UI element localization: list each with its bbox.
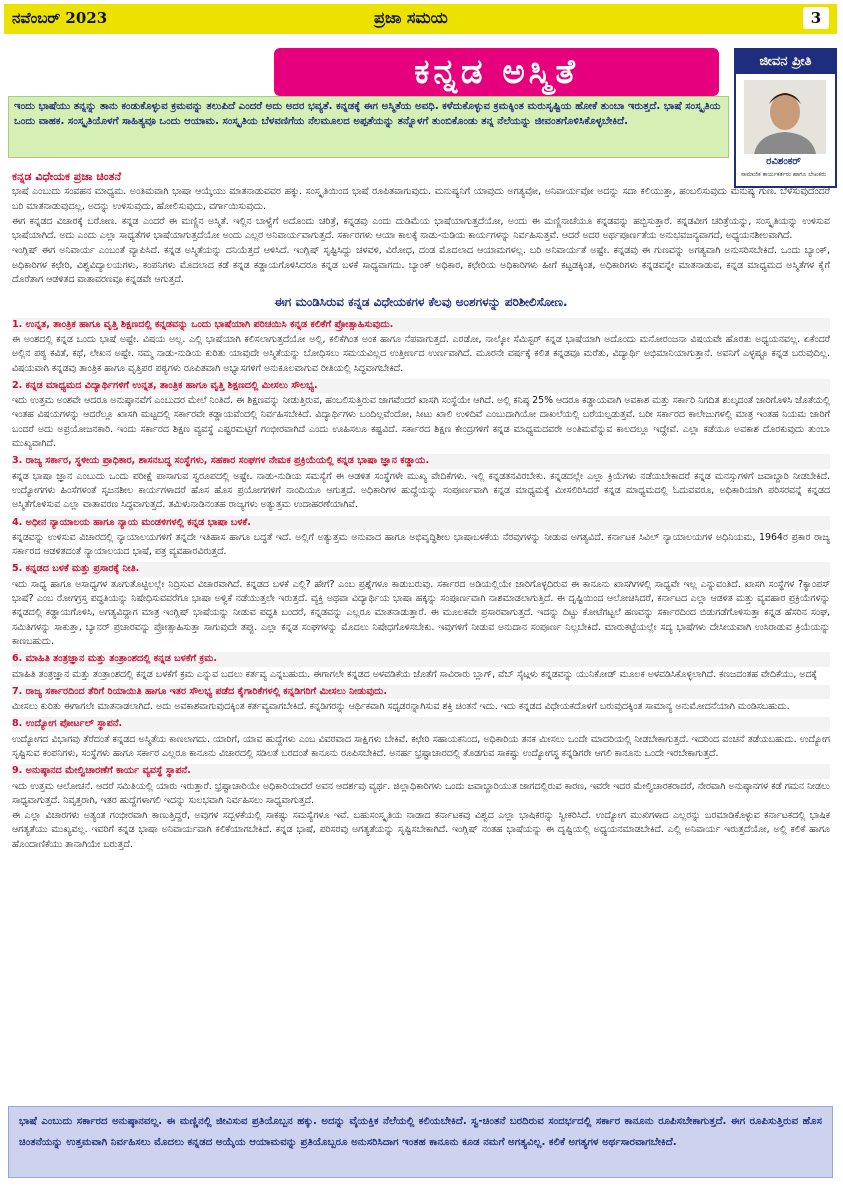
- top-bar: [4, 4, 837, 34]
- profile-header: ಜೀವನ ಪ್ರೀತಿ: [736, 50, 835, 74]
- point-title-6: 6. ಮಾಹಿತಿ ತಂತ್ರಜ್ಞಾನ ಮತ್ತು ತಂತ್ರಾಂಶದಲ್ಲಿ ಕನ್ನಡ ಬಳಕೆಗೆ ಕ್ರಮ.: [12, 652, 830, 666]
- intro-box: ಇಂದು ಭಾಷೆಯು ತನ್ನನ್ನು ತಾನು ಕಂಡುಕೊಳ್ಳುವ ಕ್ರಮವನ್ನು ತಲುಪಿದೆ ಎಂದರೆ ಅದು ಅದರ ಭವ್ಯತೆ. ಕನ್ನಡಕ್ಕೆ ಈಗ ಅಸ್ಮಿತೆಯ ಅವಧಿ. ಕಳೆದುಕೊಳ್ಳುವ ಕ್ರಮಕ್ಕಿಂತ ಮರುಸೃಷ್ಟಿಯ ಹೋಕೆ ತುಂಬಾ ಇರುತ್ತದೆ. ಭಾಷೆ ಸಂಸ್ಕೃತಿಯ ಒಂದು ವಾಹಕ. ಸಂಸ್ಕೃತಿಯೊಳಗೆ ಸಾಹಿತ್ಯವೂ ಒಂದು ಆಯಾಮ. ಸಂಸ್ಕೃತಿಯ ಬೆಳವಣಿಗೆಯ ನೆಲಮೂಲದ ಅಪ್ಪತೆಯನ್ನು ತನ್ನೊಳಗೆ ತುಂಬಿಕೊಂಡು ತನ್ನ ನೆಲೆಯನ್ನು ಜೀವಂತಗೊಳಿಸಿಕೊಳ್ಳಬೇಕಿದೆ.: [8, 96, 729, 158]
- point-text-9: ಇದು ಉತ್ತಮ ಆಲೋಚನೆ. ಆದರೆ ಸಮಿತಿಯಲ್ಲಿ ಯಾರು ಇರುತ್ತಾರೆ. ಭ್ರಷ್ಟಾಚಾರಿಯೇ ಅಧಿಕಾರಿಯಾದರೆ ಅವನ ಆದರ್ಶವು ವ್ಯರ್ಥ. ಜಿಲ್ಲಾಧಿಕಾರಿಗಳು ಒಂದು ಜವಾಬ್ದಾರಿಯುತ ಜಾಗದಲ್ಲಿರುವ ಕಾರಣ, ಇವರೇ ಇದರ ಮೇಲ್ವಿಚಾರಕರಾದರೆ, ನೇರವಾಗಿ ಅನುಷ್ಠಾನಗಳ ಕಡೆ ಗಮನ ನೀಡಲು ಸಾಧ್ಯವಾಗುತ್ತದೆ. ನಿವೃತ್ತರಾಗಿ, ಇತರ ಹುದ್ದೆಗಳಾಗಲಿ ಇದನ್ನು ಸುಲಭವಾಗಿ ನಿರ್ವಹಿಸಲು ಸಾಧ್ಯವಾಗುತ್ತದೆ.: [12, 780, 830, 806]
- point-title-1: 1. ಉನ್ನತ, ತಾಂತ್ರಿಕ ಹಾಗೂ ವೃತ್ತಿ ಶಿಕ್ಷಣದಲ್ಲಿ ಕನ್ನಡವನ್ನು ಒಂದು ಭಾಷೆಯಾಗಿ ಪರಿಚಯಿಸಿ ಕನ್ನಡ ಕಲಿಕೆಗೆ ಪ್ರೋತ್ಸಾಹಿಸುವುದು.: [12, 318, 830, 332]
- point-title-8: 8. ಉದ್ಯೋಗ ಪೋರ್ಟಲ್ ಸ್ಥಾಪನೆ.: [12, 717, 830, 731]
- point-text-3: ಕನ್ನಡ ಭಾಷಾ ಜ್ಞಾನ ಎಂಬುದು ಒಂದು ಪರೀಕ್ಷೆ ಪಾಸಾಗುವ ಸ್ವರೂಪದಲ್ಲಿ ಅಷ್ಟೇ. ನಾಡು-ನುಡಿಯ ಸಮಸ್ಯೆಗೆ ಈ ಆಡಳಿತ ಸಂಸ್ಥೆಗಳೇ ಮುಖ್ಯ ವೇದಿಕೆಗಳು. ಇಲ್ಲಿ ಕನ್ನಡತನವಿರಬೇಕು. ಕನ್ನಡದಲ್ಲೇ ಎಲ್ಲಾ ಕ್ರಿಯೆಗಳು ನಡೆಯಬೇಕಾದರೆ ಕನ್ನಡ ಮನಸ್ಸುಗಳಿಗೆ ಜವಾಬ್ದಾರಿ ನೀಡಬೇಕಿದೆ. ಉದ್ಯೋಗಗಳು ಹಿಂಸೆಗಳಂತೆ ಸೃಜನಶೀಲ ಕಾರ್ಯಗಳಾದರೆ ಹೊಸ ಹೊಸ ಪ್ರಯೋಗಗಳಿಗೆ ನಾಂದಿಯೂ ಆಗುತ್ತದೆ. ಅಧಿಕಾರಿಗಳ ಹುದ್ದೆಯನ್ನು ಸಂಪೂರ್ಣವಾಗಿ ಕನ್ನಡ ಮಾಧ್ಯಮಕ್ಕೆ ಮೀಸಲಿರಿಸಿದರೆ ಕನ್ನಡ ಮಾಧ್ಯಮದಲ್ಲಿ ಓದುವವರೂ, ಅಧಿಕಾರಿಯಾಗಿ ಪರಿಸರವನ್ನೆ ಕನ್ನಡದ ಅಸ್ಮಿತೆಗೊಳಿಸುವ ಎಲ್ಲಾ ವಾತಾವರಣ ಸಿದ್ಧವಾಗುತ್ತದೆ. ತಮಿಳುನಾಡಿನಂತಹ ರಾಜ್ಯಗಳು ಅತ್ಯುತ್ತಮ ಉದಾಹರಣೆಯಾಗಿವೆ.: [12, 470, 830, 511]
- point-text-1: ಈ ಅಂಶದಲ್ಲಿ ಕನ್ನಡ ಒಂದು ಭಾಷೆ ಅಷ್ಟೇ. ವಿಷಯ ಅಲ್ಲ. ಎಲ್ಲಿ ಭಾಷೆಯಾಗಿ ಕಲಿಸಲಾಗುತ್ತದೆಯೋ ಅಲ್ಲಿ, ಕಲಿಕೆಗಿಂತ ಅಂಕ ಹಾಗೂ ನೆಪವಾಗುತ್ತದೆ. ಎರಡೋ, ನಾಲ್ಕೋ ಸೆಮಿಸ್ಟರ್ ಕನ್ನಡ ಭಾಷೆಯಾಗಿ ಅದೊಂದು ಮನೋರಂಜನಾ ವಿಷಯವೇ ಹೊರತು ಅಧ್ಯಯನವಲ್ಲ. ಏಕೆಂದರೆ ಅಲ್ಲಿನ ಪಠ್ಯ ಕವಿತೆ, ಕಥೆ, ಲೇಖನ ಅಷ್ಟೇ. ನಮ್ಮ ನಾಡು-ನುಡಿಯ ಕುರಿತು ಯಾವುದೇ ಅಸ್ಮಿತೆಯನ್ನು ಬೋಧಿಸಲು ಸಮಯವಿಲ್ಲದ ಉತ್ತೀರ್ಣದ ಉರ್ಣವಾಗಿದೆ. ಮೂರನೇ ವರ್ಷಕ್ಕೆ ಕಲಿತ ಕನ್ನಡವೂ ಮರೆತು, ವಿದ್ಯಾರ್ಥಿ ಅಭಿಮಾನಿಯಾಗುತ್ತಾನೆ. ಅವನಿಗೆ ಎಳ್ಳಷ್ಟೂ ಕನ್ನಡ ಬರುವುದಿಲ್ಲ. ವಿಷಯವಾಗಿ ಕನ್ನಡವು ತಾಂತ್ರಿಕ ಹಾಗೂ ವೃತ್ತಿಪರ ಪಠ್ಯಗಳು ರೂಪಿತವಾಗಿ ಅಭ್ಯಾಸಗಳಿಗೆ ಅನುಕೂಲವಾಗುವ ರೀತಿಯಲ್ಲಿ ಸಿದ್ಧವಾಗಬೇಕಿದೆ.: [12, 333, 830, 374]
- point-title-9: 9. ಅನುಷ್ಠಾನದ ಮೇಲ್ವಿಚಾರಣೆಗೆ ಕಾರ್ಯ ವ್ಯವಸ್ಥೆ ಸ್ಥಾಪನೆ.: [12, 764, 830, 778]
- point-title-2: 2. ಕನ್ನಡ ಮಾಧ್ಯಮದ ವಿದ್ಯಾರ್ಥಿಗಳಿಗೆ ಉನ್ನತ, ತಾಂತ್ರಿಕ ಹಾಗೂ ವೃತ್ತಿ ಶಿಕ್ಷಣದಲ್ಲಿ ಮೀಸಲು ಸೌಲಭ್ಯ.: [12, 379, 830, 393]
- article-title: ಕನ್ನಡ ಅಸ್ಮಿತೆ: [274, 48, 719, 96]
- paragraph: ಈಗ ಕನ್ನಡದ ವಿಚಾರಕ್ಕೆ ಬರೋಣ. ಕನ್ನಡ ಎಂದರೆ ಈ ಮಣ್ಣಿನ ಅಸ್ಮಿತೆ. ಇಲ್ಲಿನ ಬಾಳ್ವೆಗೆ ಅದೊಂದು ಚರಿತ್ರೆ, ಕನ್ನಡವು ಎಂದು ದುಡಿಮೆಯ ಭಾಷೆಯಾಗುತ್ತದೆಯೋ, ಅಂದು ಈ ಮಣ್ಣಿನಾಚೆಯೂ ಕನ್ನಡವನ್ನು ಹಬ್ಬಿಸುತ್ತಾರೆ. ಕನ್ನಡವೀಗ ಚರಿತ್ರೆಯನ್ನು, ಸಂಸ್ಕೃತಿಯನ್ನು ಉಳಿಸುವ ಭಾಷೆಯಾಗಿದೆ. ಅದು ಎಂದು ಎಲ್ಲಾ ಸಾಧ್ಯತೆಗಳ ಭಾಷೆಯಾಗುತ್ತದೆಯೋ ಅಂದು ಎಲ್ಲರ ಅನಿವಾರ್ಯವಾಗುತ್ತದೆ. ಸರ್ಕಾರಗಳು ಆಯಾ ಕಾಲಕ್ಕೆ ನಾಡು-ನುಡಿಯ ಕಾರ್ಯಗಳನ್ನು ನಿರ್ವಹಿಸುತ್ತವೆ. ಆದರೆ ಅದರ ಅರ್ಥಪೂರ್ಣತೆಯ ಅನುಭವಜನ್ಯವಾಗದೆ, ಅಧ್ಯಯನಶೀಲವಾಗಿದೆ.: [12, 215, 830, 242]
- author-photo: [744, 80, 826, 154]
- footer-box: ಭಾಷೆ ಎಂಬುದು ಸರ್ಕಾರದ ಅನುಷ್ಠಾನವಲ್ಲ. ಈ ಮಣ್ಣಿನಲ್ಲಿ ಜೀವಿಸುವ ಪ್ರತಿಯೊಬ್ಬನ ಹಕ್ಕು. ಅದನ್ನು ವೈಯಕ್ತಿಕ ನೆಲೆಯಲ್ಲಿ ಕಲಿಯಬೇಕಿದೆ. ಸ್ವ-ಚಿಂತನೆ ಬರದಿರುವ ಸಂದರ್ಭದಲ್ಲಿ ಸರ್ಕಾರ ಕಾನೂನು ರೂಪಿಸಬೇಕಾಗುತ್ತದೆ. ಈಗ ರೂಪಿಸುತ್ತಿರುವ ಹೊಸ ಚಿಂತನೆಯನ್ನು ಉತ್ತಮವಾಗಿ ನಿರ್ವಹಿಸಲು ಮೊದಲು ಕನ್ನಡದ ಅಯ್ಕೆಯ ಆಯಾಮವನ್ನು ಪ್ರತಿಯೊಬ್ಬರೂ ಅನುಸರಿಸಿದಾಗ ಇಂತಹ ಕಾನೂನು ಕೂಡ ನಮಗೆ ಅಗತ್ಯವಿಲ್ಲ. ಕಲಿಕೆ ಅಗತ್ಯಗಳ ಅರ್ಥಸಾರವಾಗಬೇಕಿದೆ.: [8, 1106, 833, 1178]
- page-number: 3: [803, 7, 829, 29]
- point-title-4: 4. ಅಧೀನ ನ್ಯಾಯಾಲಯ ಹಾಗೂ ನ್ಯಾಯ ಮಂಡಳಿಗಳಲ್ಲಿ ಕನ್ನಡ ಭಾಷಾ ಬಳಕೆ.: [12, 516, 830, 530]
- author-name: ರವಿಶಂಕರ್: [766, 156, 801, 167]
- closing-paragraph: ಈ ಎಲ್ಲಾ ವಿಚಾರಗಳು ಅತ್ಯಂತ ಗಂಭೀರವಾಗಿ ಕಾಣುತ್ತಿದ್ದರೆ, ಅವುಗಳ ಸದ್ಬಳಕೆಯಲ್ಲಿ ಸಾಕಷ್ಟು ಸಮಸ್ಯೆಗಳೂ ಇವೆ. ಬಹುಸಂಸ್ಕೃತಿಯ ನಾಡಾದ ಕರ್ನಾಟಕವು ವಿಶ್ವದ ಎಲ್ಲಾ ಭಾಷಿಕರನ್ನು ಸ್ವೀಕರಿಸಿದೆ. ಉದ್ಯೋಗ ಮುಖಿಗಳಾದ ಎಲ್ಲರನ್ನು ಬರಮಾಡಿಕೊಳ್ಳುವ ಕರ್ನಾಟಕದಲ್ಲಿ ಭಾಷಿಕ ಆಗತ್ಯತೆಯು ಮುಖ್ಯವಲ್ಲ. ಇವರಿಗೆ ಕನ್ನಡ ಭಾಷಾ ಅನಿವಾರ್ಯವಾಗಿ ಕಲಿಕೆಯಾಗಬೇಕಿದೆ. ಕನ್ನಡ ಭಾಷೆ, ಪರಿಸರವು ಅಗತ್ಯತೆಯನ್ನು ಸೃಷ್ಟಿಸಬೇಕಾಗಿದೆ. ಇಂಗ್ಲಿಷ್ ನಂತಹ ಭಾಷೆಯನ್ನು ಈ ದೃಷ್ಟಿಯಲ್ಲಿ ಅಧ್ಯಯನಮಾಡಬೇಕಿದೆ. ಎಲ್ಲಿ ಅನಿವಾರ್ಯ ಇರುತ್ತದೆಯೋ, ಅಲ್ಲಿ ಕಲಿಕೆ ಹಾಗೂ ಹೊಂದಾಣಿಕೆಯು ತಾನಾಗಿಯೇ ಬರುತ್ತದೆ.: [12, 810, 830, 850]
- newspaper-page: [4, 4, 837, 1186]
- author-portrait-icon: [744, 80, 826, 154]
- point-text-8: ಉದ್ಯೋಗದ ವಿಭಾಗವು ತೆರೆದಂತೆ ಕನ್ನಡದ ಅಸ್ಮಿತೆಯ ಕಾಣಲಾಗದು. ಯಾರಿಗೆ, ಯಾವ ಹುದ್ದೆಗಳು ಎಂಬ ವಿವರವಾದ ಸಾಕ್ಷಿಗಳು ಬೇಕಿವೆ. ಕಛೇರಿ ಸಹಾಯಕನಿಂದ, ಅಧಿಕಾರಿಯ ತನಕ ಮೀಸಲು ಒಂದೇ ಮಾದರಿಯಲ್ಲಿ ನೀಡಬೇಕಾಗುತ್ತದೆ. ಇದರಿಂದ ವಂಚನೆ ತಡೆಯಬಹುದು. ಉದ್ಯೋಗ ಸೃಷ್ಟಿಸುವ ಕಂಪನಿಗಳು, ಸಂಸ್ಥೆಗಳು ಹಾಗೂ ಸರ್ಕಾರ ಎಲ್ಲರೂ ಕಾನೂನು ವಿಚಾರದಲ್ಲಿ ಸಡಿಲತೆ ಬರದಂತೆ ಕಾನೂನು ರೂಪಿಸಬೇಕಿದೆ. ಅನರ್ಹ ಭ್ರಷ್ಟಾಚಾರದಲ್ಲಿ ತೊಡಗುವ ಸಾಕಷ್ಟು ಉದ್ಯೋಗಸ್ಥ ಕನ್ನಡಿಗರೇ ಆಗಲಿ ಕಾನೂನು ಒಂದೇ ಇರಬೇಕಾಗುತ್ತದೆ.: [12, 733, 830, 759]
- section-title: ಕನ್ನಡ ವಿಧೇಯಕ ಪ್ರಜಾ ಚಿಂತನೆ: [12, 170, 122, 183]
- point-title-3: 3. ರಾಜ್ಯ ಸರ್ಕಾರ, ಸ್ಥಳೀಯ ಪ್ರಾಧಿಕಾರ, ಶಾಸನಬದ್ಧ ಸಂಸ್ಥೆಗಳು, ಸಹಕಾರ ಸಂಘಗಳ ನೇಮಕ ಪ್ರಕ್ರಿಯೆಯಲ್ಲಿ ಕನ್ನಡ ಭಾಷಾ ಜ್ಞಾನ ಕಡ್ಡಾಯ.: [12, 454, 830, 468]
- article-body: [12, 170, 830, 853]
- point-text-5: ಇದು ಸಾಧ್ಯ ಹಾಗೂ ಅಸಾಧ್ಯಗಳ ತೂಗುತೊಟ್ಟಿಲಲ್ಲೇ ನಿದ್ರಿಸುವ ವಿಚಾರವಾಗಿದೆ. ಕನ್ನಡದ ಬಳಕೆ ಎಲ್ಲಿ? ಹೇಗೆ? ಎಂಬ ಪ್ರಶ್ನೆಗಳೂ ಕಾಡುಬರುವು. ಸರ್ಕಾರದ ಅಡಿಯಲ್ಲಿಯೇ ಜಾರಿಗೊಳ್ಳದಿರುವ ಈ ಕಾನೂನು ಖಾಸಗಿಗಳಲ್ಲಿ ಸಾಧ್ಯವೇ ಇಲ್ಲ ಎನ್ನುವಂತಿದೆ. ಖಾಸಗಿ ಸಂಸ್ಥೆಗಳ ?ಕ್ಯಾಂಪಸ್ ಭಾಷೆ? ಎಂಬ ರೋಗಗ್ರಸ್ತ ಪದ್ಧತಿಯನ್ನು ನಿಷೇಧಿಸುವವರೆಗೂ ಭಾಷಾ ಅಳ್ವಿಕೆ ನಡೆಯುತ್ತಲೇ ಇರುತ್ತದೆ. ವ್ಯಕ್ತಿ ಅಥವಾ ವಿದ್ಯಾರ್ಥಿಯ ಭಾಷಾ ಹಕ್ಕನ್ನು ಸಂಪೂರ್ಣವಾಗಿ ನಾಶಮಾಡಲಾಗುತ್ತಿದೆ. ಈ ದೃಷ್ಟಿಯಿಂದ ಆಲೋಚಿಸಿದರೆ, ಕರ್ನಾಟದ ಎಲ್ಲಾ ಆಡಳಿತ ಮತ್ತು ವ್ಯವಹಾರ ಪ್ರಕ್ರಿಯೆಗಳನ್ನು ಕನ್ನಡದಲ್ಲಿ ಕಡ್ಡಾಯಗೊಳಿಸಿ, ಅಗತ್ಯವಿದ್ದಾಗ ಮಾತ್ರ ಇಂಗ್ಲಿಷ್ ಭಾಷೆಯನ್ನು ನೀಡುವ ಪದ್ಧತಿ ಬಂದರೆ, ಕನ್ನಡವನ್ನು ಎಲ್ಲರೂ ಮಾತನಾಡುತ್ತಾರೆ. ಈ ಮೂಲಕವೇ ಪ್ರಸಾರವಾಗುತ್ತದೆ. ಇದನ್ನು ದಿಟ್ಟು ಕೋಟೆಗಟ್ಟಲೆ ಹಣವನ್ನು ಸರ್ಕಾರದಿಂದ ಬಿಡುಗಡೆಗೊಳಿಸುತ್ತಾ ಕನ್ನಡ ಹೆಸರಿನ ಸಂಘ, ಸಮಿತಿಗಳನ್ನು ಸಾಕುತ್ತಾ, ಬ್ಯಾನರ್ ಪ್ರಚಾರವನ್ನು ಪ್ರೋತ್ಸಾಹಿಸುತ್ತಾ ಸಾಗುವುದೇ ತಪ್ಪು. ಎಲ್ಲಾ ಕನ್ನಡ ಸಂಘಗಳನ್ನು ಮೊದಲು ನಿಷೇಧಗೊಳಿಸಬೇಕು. ಇವುಗಳಿಗೆ ನೀಡುವ ಅನುದಾನ ಸಂಪೂರ್ಣ ನಿಲ್ಲಬೇಕಿದೆ. ಮಾರುಕಟ್ಟೆಯಲ್ಲೇ ಸದ್ಯ ಭಾಷೆಗಳು ದೇಸೀಯವಾಗಿ ಉಸಿರಾಡುವ ಕ್ರಿಯೆಯನ್ನು ಕಾಣಬಹುದು.: [12, 578, 830, 647]
- point-text-6: ಮಾಹಿತಿ ತಂತ್ರಜ್ಞಾನ ಮತ್ತು ತಂತ್ರಾಂಶದಲ್ಲಿ ಕನ್ನಡ ಬಳಕೆಗೆ ಕ್ರಮ ಎನ್ನುವ ಬದಲು ಕರ್ತವ್ಯ ಎನ್ನಬಹುದು. ಈಗಾಗಲೇ ಕನ್ನಡದ ಅಳವಡಿಕೆಯ ಜೊತೆಗೆ ಸಾವಿರಾರು ಬ್ಲಾಗ್, ವೆಬ್ ಸೈಟ್ಗಳು ಕನ್ನಡವನ್ನು ಯುನಿಕೋಡ್ ಮೂಲಕ ಅಳವಡಿಸಿಕೊಳ್ಳಲಾಗಿದೆ. ಕಣಜದಂತಹ ವೇದಿಕೆಯು, ಅದಕ್ಕೆ: [12, 668, 817, 680]
- paragraph: ಇಂಗ್ಲಿಷ್ ಈಗ ಅನಿವಾರ್ಯ ಎಂಬಂತೆ ವ್ಯಾಪಿಸಿದೆ. ಕನ್ನಡ ಅಸ್ಮಿತೆಯನ್ನು ದನಿಯೆತ್ತದೆ ಆಳಿಸಿದೆ. ಇಂಗ್ಲಿಷ್ ಸೃಷ್ಟಿಸಿದ್ದು ಚಳವಳಿ, ವಿರೋಧ, ದಂಡ ಮೊದಲಾದ ಆಯಾಮಗಳಲ್ಲ. ಬರಿ ಅನಿವಾರ್ಯತೆ ಅಷ್ಟೇ. ಕನ್ನಡವು ಈ ಗುಣವನ್ನು ಅಗತ್ಯವಾಗಿ ಅನುಸರಿಸಬೇಕಿದೆ. ಒಂದು ಬ್ಯಾಂಕ್, ಅಧಿಕಾರಿಗಳ ಕಛೇರಿ, ವಿಶ್ವವಿದ್ಯಾಲಯಗಳು, ಕಂಪನಿಗಳು ಮೊದಲಾದ ಕಡೆ ಕನ್ನಡ ಕಡ್ಡಾಯಗೊಳಿಸಿದರೂ ಕನ್ನಡ ಬಳಕೆ ಸಾಧ್ಯವಾಗದು. ಬ್ಯಾಂಕ್ ಅಧಿಕಾರ, ಕಛೇರಿಯ ಅಧಿಕಾರಿಗಳು ಹೀಗೆ ಕಟ್ಟಡಕ್ಕಿಂತ, ಅಧಿಕಾರಿಗಳು ಕನ್ನಡವನ್ನೇ ಮಾತನಾಡುವ, ಕನ್ನಡ ಮಾಧ್ಯಮದ ಅಸ್ಮಿತೆಗಳ ಕೈಗೆ ದೊರೆತಾಗ ಆಡಳಿತದ ವಾತಾವರಣವೂ ಕನ್ನಡವೇ ಆಗುತ್ತದೆ.: [12, 245, 830, 286]
- issue-date: ನವೆಂಬರ್ 2023: [12, 9, 108, 27]
- point-title-5: 5. ಕನ್ನಡದ ಬಳಕೆ ಮತ್ತು ಪ್ರಸಾರಕ್ಕೆ ನೀತಿ.: [12, 562, 830, 576]
- point-text-2: ಇದು ಉತ್ತಮ ಅಂಶವೇ ಆದರೂ ಅನುಷ್ಠಾನವೆಗೆ ಎಂಬುದರ ಮೇಲೆ ನಿಂತಿದೆ. ಈ ಶಿಕ್ಷಣವನ್ನು ನೀಡುತ್ತಿರುವ, ಹಂಬಲಿಸುತ್ತಿರುವ ಜಾಗವೆಂದರೆ ಖಾಸಗಿ ಸಂಸ್ಥೆಯೇ ಆಗಿದೆ. ಅಲ್ಲಿ ಕನಿಷ್ಠ 25% ಆದರೂ ಕಡ್ಡಾಯವಾಗಿ ಅವಕಾಶ ಮತ್ತು ಸರ್ಕಾರಿ ನಿಗದಿತ ಶುಲ್ಕದಂತೆ ಜಾರಿಗೊಳಿಸಿ ಜೊತೆಯಲ್ಲಿ ಇಂತಹ ವಿಷಯಗಳನ್ನು ಆದರೆಲ್ಲೂ ಖಾಸಗಿ ಮಟ್ಟದಲ್ಲಿ ಸರ್ಕಾರವೇ ಕಡ್ಡಾಯವೆಂದಲ್ಲಿ ನಿರ್ವಹಿಸಬೇಕಿದೆ. ವಿದ್ಯಾರ್ಥಿಗಳು ಬಂದಿಲ್ಲವೆಂದೋ, ಸೀಟು ಖಾಲಿ ಉಳಿದಿವೆ ಎಂಬುದಾಗಿಯೋ ದಾಖಲೆಯಲ್ಲಿ ಬರೆಯಲ್ಪಡುತ್ತವೆ. ಬರೀ ಸರ್ಕಾರದ ಕಾಲೇಜುಗಳಲ್ಲಿ ಮಾತ್ರ ಇಂತಹ ನಿಯಮ ಜಾರಿಗೆ ಬಂದರೆ ಅದು ಅಪ್ರಯೋಜನಕಾರಿ. ಇಂದು ಸರ್ಕಾರದ ಶಿಕ್ಷಣ ವ್ಯವಸ್ಥೆ ಎಷ್ಟರಮಟ್ಟಿಗೆ ಗಂಭೀರವಾಗಿದೆ ಎಂದು ಊಹಿಸಲೂ ಕಷ್ಟವಿದೆ. ಸರ್ಕಾರದ ಶಿಕ್ಷಣ ಕೇಂದ್ರಗಳಿಗೆ ಕನ್ನಡ ಮಾಧ್ಯಮದವರೇ ಅಂತಿಮವೆನ್ನುವ ಕಾಲದಲ್ಲೂ ಇದ್ದೇವೆ. ಎಲ್ಲಾ ಕಡೆಯೂ ಅವಕಾಶ ದೊರಕುವುದು ತುಂಬಾ ಮುಖ್ಯವಾಗಿದೆ.: [12, 395, 830, 450]
- point-title-7: 7. ರಾಜ್ಯ ಸರ್ಕಾರದಿಂದ ತೆರಿಗೆ ರಿಯಾಯಿತಿ ಹಾಗೂ ಇತರ ಸೌಲಭ್ಯ ಪಡೆದ ಕೈಗಾರಿಕೆಗಳಲ್ಲಿ ಕನ್ನಡಿಗರಿಗೆ ಮೀಸಲು ನೀಡುವುದು.: [12, 685, 830, 699]
- author-role: ಸಾಮಾಜಿಕ ಕಾರ್ಯಕರ್ತರು ಹಾಗೂ ಲೇಖಕರು: [740, 171, 827, 178]
- author-profile: [734, 48, 837, 188]
- paper-name: ಪ್ರಜಾ ಸಮಯ: [374, 8, 448, 27]
- paragraph: ಭಾಷೆ ಎಂಬುದು ಸಂವಹನ ಮಾಧ್ಯಮ. ಅಂತಿಮವಾಗಿ ಭಾಷಾ ಆಯ್ಕೆಯು ಮಾತನಾಡುವವರ ಹಕ್ಕು. ಸಂಸ್ಕೃತಿಯಿಂದ ಭಾಷೆ ರೂಪಿತವಾಗುವುದು. ಮನುಷ್ಯನಿಗೆ ಯಾವುದು ಅಗತ್ಯವೋ, ಅನಿವಾರ್ಯವೋ ಅದನ್ನು ಸದಾ ಕಲಿಯುತ್ತಾ, ಹಂಬಲಿಸುವುದು ಮನುಷ್ಯ ಗುಣ. ಬೆಳೆಸುವುದೆಂದರೆ ಬರಿ ಮಾತನಾಡುವುದಲ್ಲ, ಅದನ್ನು ಉಳಿಸುವುದು, ಹೋಲಿಸುವುದು, ವರ್ಗಾಯಿಸುವುದು.: [12, 186, 830, 212]
- point-text-7: ಮೀಸಲು ಕುರಿತು ಈಗಾಗಲೇ ಮಾತನಾಡಲಾಗಿದೆ. ಅದು ಅವಕಾಶವಾಗುವುದಕ್ಕಿಂತ ಕರ್ತವ್ಯವಾಗಬೇಕಿದೆ. ಕನ್ನಡಿಗರನ್ನು ಆರ್ಥಿಕವಾಗಿ ಸಧೃಡರನ್ನಾಗಿಸುವ ಶಕ್ತಿ ಚಿಂತನೆ ಇದು. ಇದು ಕನ್ನಡದ ವಿಧೇಯಕದೊಳಗೆ ಬರುವುದಕ್ಕಿಂತ ಸಾಮಾನ್ಯ ಅನುಮೋದನೆಯಾಗಿ ಮಂಡಿಸಬಹುದು.: [12, 701, 790, 713]
- points-heading: ಈಗ ಮಂಡಿಸಿರುವ ಕನ್ನಡ ವಿಧೇಯಕಗಳ ಕೆಲವು ಅಂಶಗಳನ್ನು ಪರಿಶೀಲಿಸೋಣ.: [274, 295, 568, 310]
- point-text-4: ಕನ್ನಡವನ್ನು ಉಳಿಸುವ ವಿಚಾರದಲ್ಲಿ ನ್ಯಾಯಾಲಯಗಳಿಗೆ ತನ್ನದೇ ಇತಿಹಾಸ ಹಾಗೂ ಬದ್ಧತೆ ಇದೆ. ಅಲ್ಲಿಗೆ ಅತ್ಯುತ್ತಮ ಅನುವಾದ ಹಾಗೂ ಅಭಿವೃದ್ಧಿಶೀಲ ಭಾಷಾಬಳಕೆಯ ನೆರವುಗಳನ್ನು ನೀಡುವ ಅಗತ್ಯವಿದೆ. ಕರ್ನಾಟಕ ಸಿವಿಲ್ ನ್ಯಾಯಾಲಯಗಳ ಅಧಿನಿಯಮ, 1964ರ ಪ್ರಕಾರ ರಾಜ್ಯ ಸರ್ಕಾರದ ಆಡಳಿತದಂತೆ ನ್ಯಾಯಾಲಯದ ಭಾಷೆ, ಪತ್ರ ವ್ಯವಹಾರವಿರುತ್ತದೆ.: [12, 531, 830, 558]
